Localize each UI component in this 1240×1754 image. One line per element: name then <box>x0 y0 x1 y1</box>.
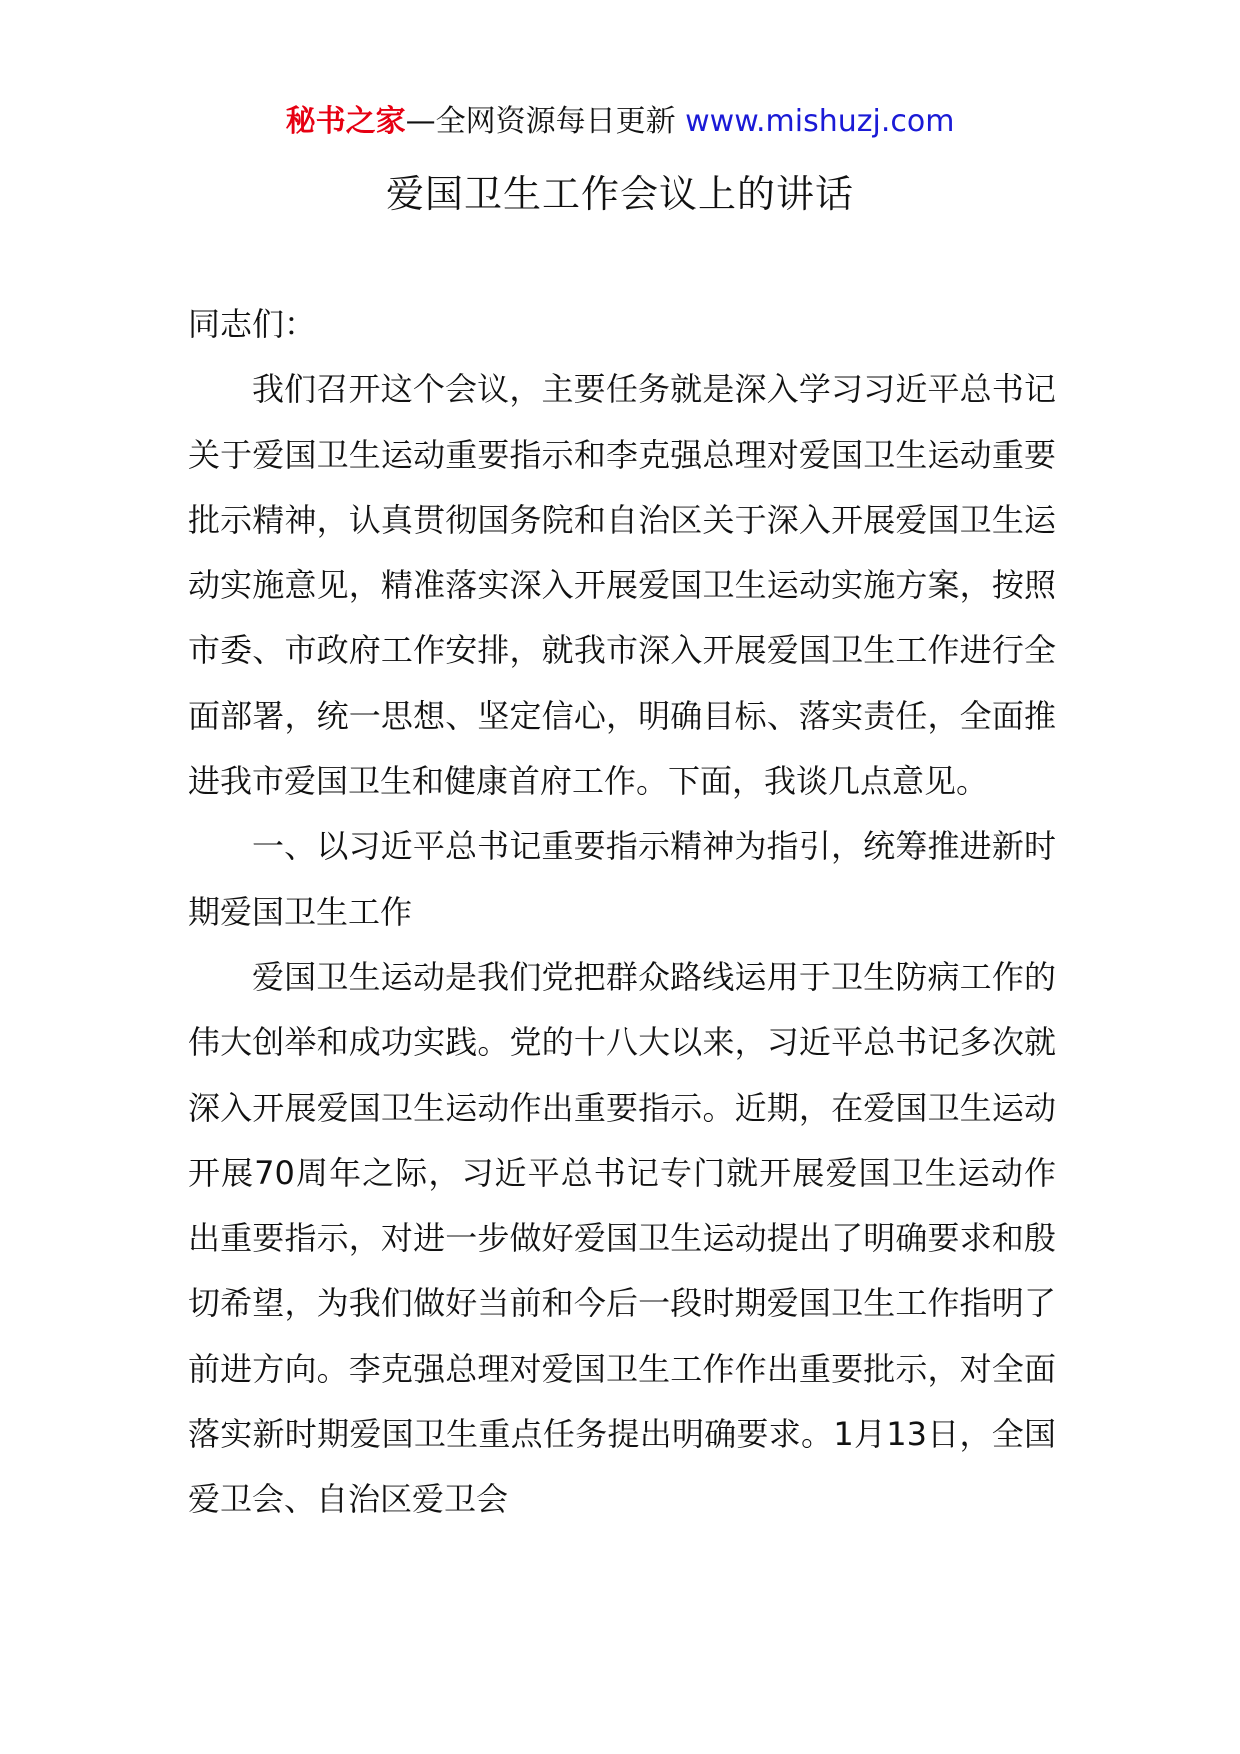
site-url: www.mishuzj.com <box>685 104 955 139</box>
watermark-banner <box>0 100 1240 144</box>
document-body <box>188 292 1056 1533</box>
document-title: 爱国卫生工作会议上的讲话 <box>385 172 854 216</box>
banner-slogan: —全网资源每日更新 <box>405 104 686 139</box>
body-paragraph: 我们召开这个会议，主要任务就是深入学习习近平总书记关于爱国卫生运动重要指示和李克强总理对爱国卫生运动重要批示精神，认真贯彻国务院和自治区关于深入开展爱国卫生运动实施意见，精准落实深入开展爱国卫生运动实施方案，按照市委、市政府工作安排，就我市深入开展爱国卫生工作进行全面部署，统一思想、坚定信心，明确目标、落实责任，全面推进我市爱国卫生和健康首府工作。下面，我谈几点意见。 <box>188 370 1056 801</box>
salutation: 同志们： <box>188 305 317 343</box>
section-heading: 一、以习近平总书记重要指示精神为指引，统筹推进新时期爱国卫生工作 <box>188 827 1056 931</box>
body-paragraph: 爱国卫生运动是我们党把群众路线运用于卫生防病工作的伟大创举和成功实践。党的十八大以来，习近平总书记多次就深入开展爱国卫生运动作出重要指示。近期，在爱国卫生运动开展70周年之际，习近平总书记专门就开展爱国卫生运动作出重要指示，对进一步做好爱国卫生运动提出了明确要求和殷切希望，为我们做好当前和今后一段时期爱国卫生工作指明了前进方向。李克强总理对爱国卫生工作作出重要批示，对全面落实新时期爱国卫生重点任务提出明确要求。1月13日，全国爱卫会、自治区爱卫会 <box>188 957 1056 1519</box>
brand-name: 秘书之家 <box>285 104 406 139</box>
